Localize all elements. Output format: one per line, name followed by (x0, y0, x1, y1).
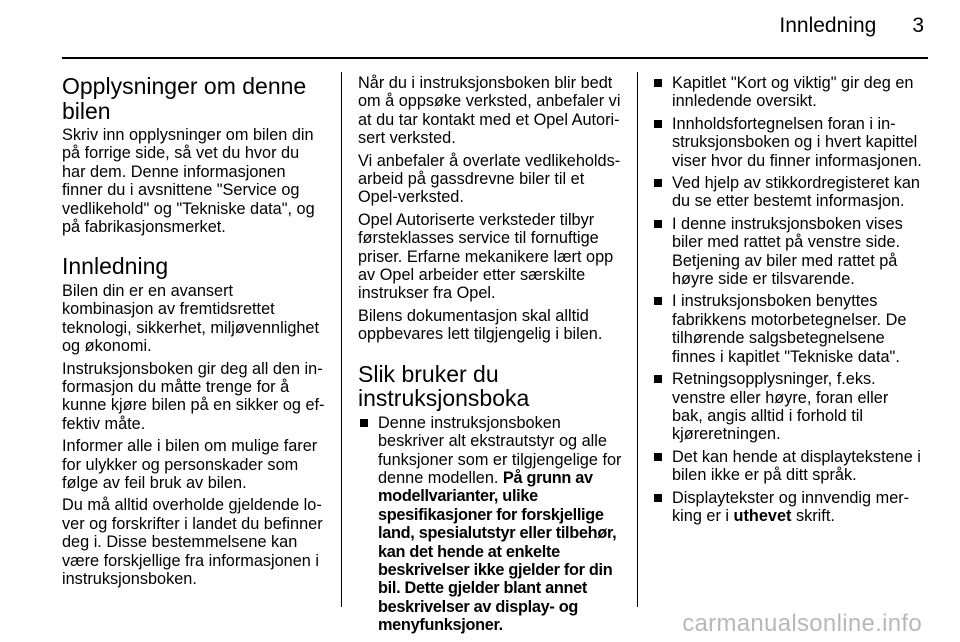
paragraph: Bilen din er en avansert kombinasjon av fremtidsrettet teknologi, sikkerhet, miljøvennlighet og økonomi. (62, 281, 320, 356)
paragraph: Du må alltid overholde gjeldende lover og forskrifter i landet du befinner deg i. Disse bestemmelsene kan være forskjellige fra informasjonen i instruksjonsboken. (62, 496, 323, 589)
list-item: I denne instruksjonsboken vises biler med rattet på venstre side. Betjening av biler med rattet på høyre side er tilsvarende. (652, 215, 922, 289)
list-item-text: Displaytekster og innvendig merking er i (672, 488, 910, 525)
list-item: Det kan hende at displaytekstene i bilen ikke er på ditt språk. (652, 448, 922, 485)
bullet-list (358, 414, 622, 635)
chapter-title: Innledning (779, 14, 877, 37)
paragraph: Vi anbefaler å overlate vedlikeholdsarbeid på gassdrevne biler til et Opel-verksted. (358, 151, 621, 207)
paragraph: Opel Autoriserte verksteder tilbyr førsteklasses service til fornuftige priser. Erfarne mekanikere lært opp av Opel arbeider etter særskilte instrukser fra Opel. (358, 210, 614, 303)
list-item-bold-text: uthevet (733, 506, 792, 525)
column-1 (62, 74, 326, 592)
paragraph: Informer alle i bilen om mulige farer for ulykker og personskader som følge av feil bruk av bilen. (62, 437, 318, 492)
page-header (779, 14, 924, 38)
heading-vehicle-info: Opplysninger om denne bilen (62, 73, 307, 124)
paragraph: Instruksjonsboken gir deg all den informasjon du måtte trenge for å kunne kjøre bilen på en sikker og effektiv måte. (62, 359, 325, 433)
list-item: Ved hjelp av stikkordregisteret kan du se etter bestemt informasjon. (652, 174, 922, 211)
column-divider-1 (341, 72, 342, 607)
list-item: Retningsopplysninger, f.eks. venstre eller høyre, foran eller bak, angis alltid i forhold til kjøreretningen. (652, 370, 922, 444)
list-item (358, 414, 622, 635)
page-number: 3 (912, 14, 924, 37)
list-item (652, 489, 922, 526)
header-rule (62, 57, 928, 59)
column-2 (358, 74, 622, 639)
list-item-text: skrift. (791, 506, 835, 525)
paragraph: Bilens dokumentasjon skal alltid oppbevares lett tilgjengelig i bilen. (358, 306, 603, 344)
list-item: Innholdsfortegnelsen foran i instruksjonsboken og i hvert kapittel viser hvor du finner informasjonen. (652, 115, 922, 170)
list-item-text: Denne instruksjonsboken beskriver alt ekstrautstyr og alle funksjoner som er tilgjengelige for denne modellen. (378, 413, 622, 487)
watermark: carmanualsonline.info (682, 610, 922, 637)
bullet-list (652, 74, 922, 525)
paragraph: Når du i instruksjonsboken blir bedt om å oppsøke verksted, anbefaler vi at du tar kontakt med et Opel Autorisert verksted. (358, 74, 621, 148)
list-item-bold-text: På grunn av modellvarianter, ulike spesifikasjoner for forskjellige land, spesialutstyr eller tilbehør, kan det hende at enkelte beskrivelser ikke gjelder for din bil. Dette gjelder blant annet beskrivelser av display- og menyfunksjoner. (378, 468, 617, 635)
heading-introduction: Innledning (62, 253, 169, 280)
column-3 (652, 74, 922, 529)
list-item: I instruksjonsboken benyttes fabrikkens motorbetegnelser. De tilhørende salgsbetegnelsene finnes i kapitlet "Tekniske data". (652, 292, 922, 366)
heading-how-to-use: Slik bruker du instruksjonsboka (358, 360, 530, 412)
paragraph: Skriv inn opplysninger om bilen din på forrige side, så vet du hvor du har dem. Denne informasjonen finner du i avsnittene "Service og vedlikehold" og "Tekniske data", og på fabrikasjonsmerket. (62, 126, 315, 237)
list-item: Kapitlet "Kort og viktig" gir deg en innledende oversikt. (652, 74, 922, 111)
column-divider-2 (637, 72, 638, 607)
